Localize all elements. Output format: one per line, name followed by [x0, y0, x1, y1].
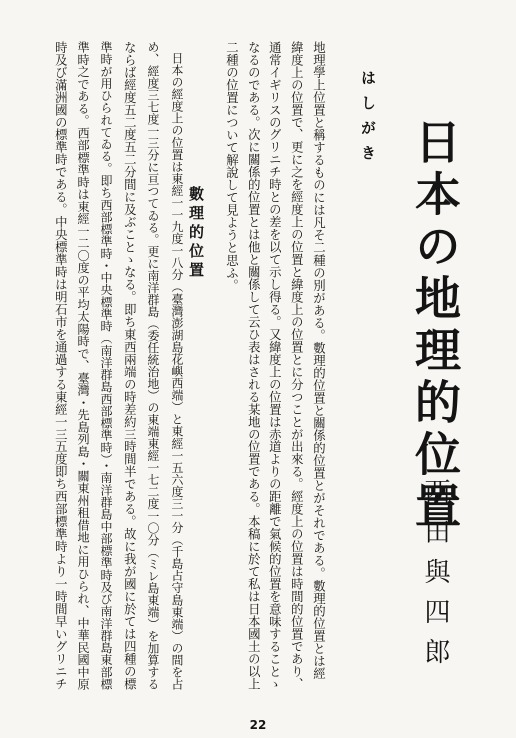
intro-text-line: 緯度上の位置で、更に之を經度上の位置と緯度上の位置とに分つことが出來る。經度上の位置は時間的位置であり、 — [289, 41, 304, 690]
intro-text-line: なるのである。次に關係的位置とは他と關係して云ひ表はされる某地の位置である。本稿に於て私は日本國土の以上 — [246, 41, 261, 690]
section-text-line: 準時が用ひられてゐる。即ち西部標準時・中央標準時（南洋群島西部標準時）・南洋群島中部標準時及び南洋群島東部標 — [99, 41, 114, 691]
intro-text-line: 二種の位置について解說して見ようと思ふ。 — [224, 41, 240, 292]
section-text-line: 時及び滿洲國の標準時である。中央標準時は明石市を通過する東經一三五度即ち西部標準時より一時間早いグリニチ — [53, 41, 68, 690]
intro-text-line: 地理學上位置と稱するものには凡そ二種の別がある。數理的位置と關係的位置とがそれである。數理的位置とは經 — [311, 41, 327, 680]
intro-text-line: 通常イギリスのグリニチ時との差を以て示し得る。又緯度上の位置は赤道よりの距離で氣候的位置を意味することゝ — [267, 41, 282, 690]
section-text-line: 準時之である。西部標準時は東經一二〇度の平均太陽時で、臺灣・先島列島・關東州租借地に用ひられ、中華民國中原 — [76, 41, 91, 691]
section-heading-mathematical-position: 數理的位置 — [187, 186, 205, 281]
section-text-line: め、經度三七度一三分に亘つてゐる。更に南洋群島（委任統治地）の東端東經一七二度一〇分（ミレ島東端）を加算する — [145, 41, 160, 691]
section-text-line: ならば經度五二度五二分間に及ぶことゝなる。即ち東西兩端の時差約三時間半である。故に我が國に於ては四種の標 — [122, 41, 137, 690]
article-author: 西田與四郎 — [420, 478, 450, 678]
section-text-line: 日本の經度上の位置は東經一一九度一八分（臺灣澎湖島花嶼西端）と東經一五六度三一分（千島占守島東端）の間を占 — [169, 52, 184, 691]
article-title: 日本の地理的位置 — [408, 118, 462, 534]
page-number: 22 — [249, 718, 267, 732]
section-heading-introduction: はしがき — [359, 70, 377, 170]
